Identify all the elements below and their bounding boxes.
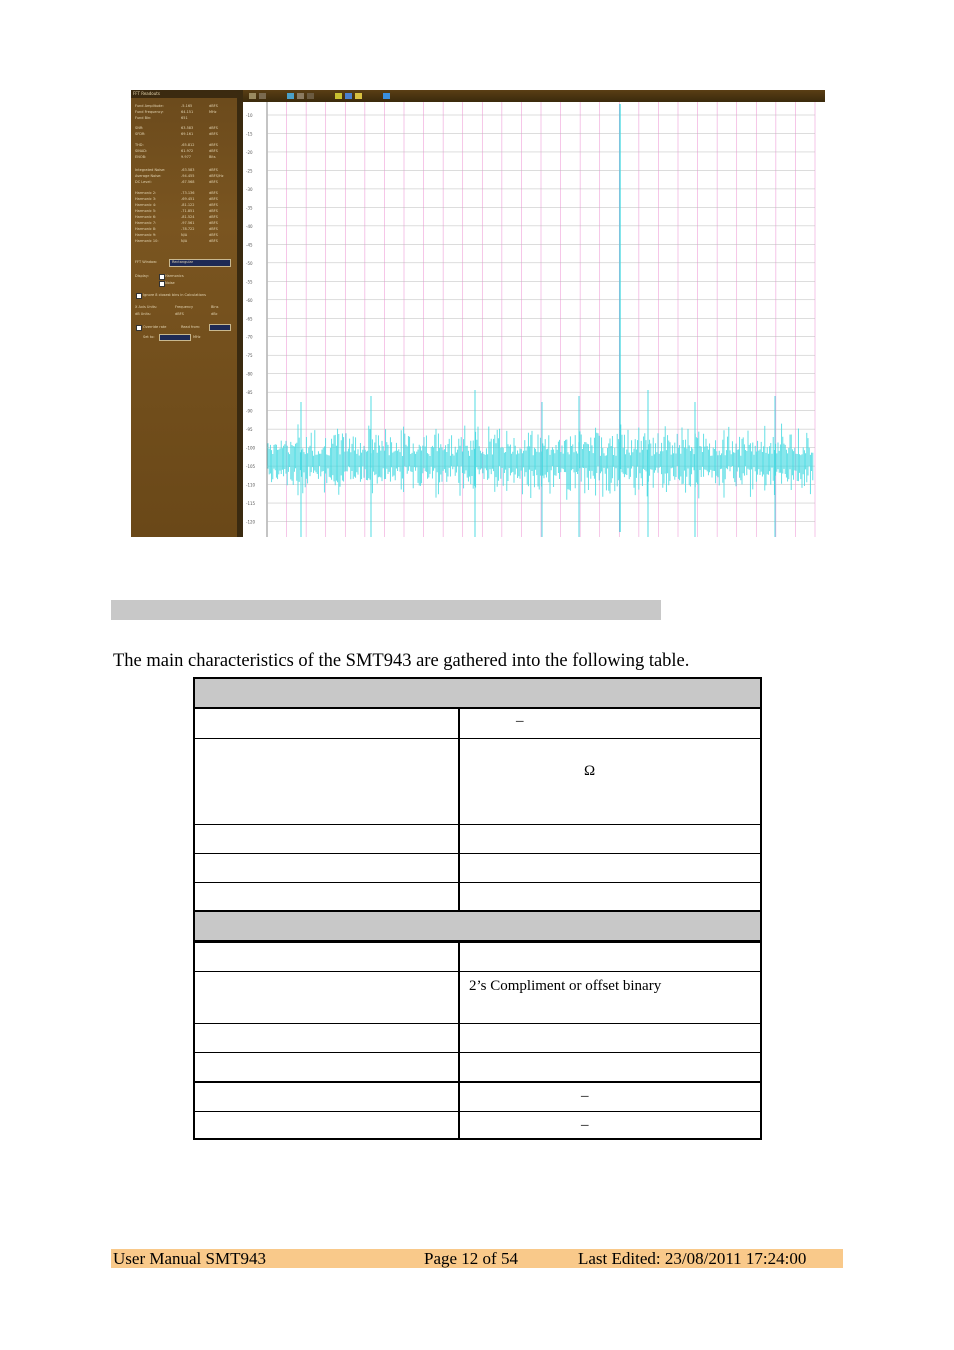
readout-value: -81.524 xyxy=(181,215,195,219)
fft-readouts-panel xyxy=(131,90,243,537)
y-tick-label: -115 xyxy=(246,501,256,507)
readout-label: Harmonic 5: xyxy=(135,209,157,213)
y-tick-label: -80 xyxy=(246,371,253,377)
readout-value: -67.568 xyxy=(181,180,195,184)
readout-value: -81.122 xyxy=(181,203,195,207)
readout-unit: dBFS xyxy=(209,149,218,153)
db-units-dbfs[interactable]: dBFS xyxy=(175,312,184,316)
readout-unit: dBFS xyxy=(209,209,218,213)
cursor-icon[interactable] xyxy=(249,93,256,99)
table-row xyxy=(195,1053,760,1081)
readout-row xyxy=(135,215,221,220)
db-units-dbc[interactable]: dBc xyxy=(211,312,218,316)
y-tick-label: -100 xyxy=(246,445,256,451)
table-row xyxy=(195,739,760,824)
readout-value: -63.583 xyxy=(181,168,195,172)
readout-label: Average Noise: xyxy=(135,174,162,178)
readout-row xyxy=(135,191,221,196)
fft-screenshot xyxy=(131,90,825,537)
readout-label: Harmonic 6: xyxy=(135,215,157,219)
readout-value: N/A xyxy=(181,233,188,237)
readout-row xyxy=(135,233,221,238)
fft-window-select[interactable] xyxy=(169,259,231,267)
override-rate-checkbox[interactable] xyxy=(136,325,142,331)
readout-value: 69.161 xyxy=(181,132,194,136)
table-header-analog xyxy=(195,679,760,707)
readout-unit: Bits xyxy=(209,155,216,159)
y-tick-label: -20 xyxy=(246,149,253,155)
y-tick-label: -25 xyxy=(246,168,253,174)
readout-unit: dBFS xyxy=(209,215,218,219)
readout-label: ENOB: xyxy=(135,155,147,159)
readout-unit: dBFS xyxy=(209,104,218,108)
readout-unit: dBFS xyxy=(209,197,218,201)
measure-icon[interactable] xyxy=(297,93,304,99)
readout-label: Fund Frequency: xyxy=(135,110,164,114)
readout-value: 64.151 xyxy=(181,110,194,114)
readout-unit: dBFS xyxy=(209,221,218,225)
section-heading-bar xyxy=(111,600,661,620)
x-units-bins[interactable]: Bins xyxy=(211,305,219,309)
readout-value: 9.977 xyxy=(181,155,192,159)
readout-label: Integrated Noise: xyxy=(135,168,166,172)
fft-plot xyxy=(243,102,825,537)
readout-label: Harmonic 8: xyxy=(135,227,157,231)
ignore-bins-checkbox[interactable] xyxy=(136,293,142,299)
footer-doc-title: User Manual SMT943 xyxy=(113,1249,266,1268)
readout-row xyxy=(135,197,221,202)
table-row xyxy=(195,972,760,1023)
readout-unit: MHz xyxy=(209,110,217,114)
x-units-frequency[interactable]: Frequency xyxy=(175,305,194,309)
y-tick-label: -85 xyxy=(246,390,253,396)
readout-row xyxy=(135,110,221,115)
readout-row xyxy=(135,155,221,160)
readout-label: Fund Bin: xyxy=(135,116,152,120)
y-tick-label: -35 xyxy=(246,205,253,211)
y-tick-label: -15 xyxy=(246,131,253,137)
readout-row xyxy=(135,149,221,154)
save-icon[interactable] xyxy=(335,93,342,99)
readout-row xyxy=(135,104,221,109)
marker-icon[interactable] xyxy=(307,93,314,99)
table-row xyxy=(195,883,760,910)
plot-toolbar xyxy=(243,90,825,102)
readout-unit: dBFS xyxy=(209,233,218,237)
set-rate-field[interactable] xyxy=(159,334,191,341)
rate-unit-label: MHz xyxy=(193,335,201,339)
readout-value: 63.583 xyxy=(181,126,194,130)
table-cell: – xyxy=(581,1117,589,1133)
table-header-digital xyxy=(195,912,760,940)
noise-label: Noise xyxy=(165,281,175,285)
readout-value: 61.972 xyxy=(181,149,194,153)
table-row xyxy=(195,709,760,738)
y-tick-label: -65 xyxy=(246,316,253,322)
y-tick-label: -120 xyxy=(246,519,256,525)
readout-label: Harmonic 4: xyxy=(135,203,157,207)
readout-row xyxy=(135,203,221,208)
readout-row xyxy=(135,239,221,244)
y-tick-label: -50 xyxy=(246,260,253,266)
table-cell: – xyxy=(581,1088,589,1104)
readout-row xyxy=(135,180,221,185)
y-tick-label: -110 xyxy=(246,482,256,488)
x-units-label: X Axis Units: xyxy=(135,305,158,309)
readout-unit: dBFS xyxy=(209,168,218,172)
readout-row xyxy=(135,221,221,226)
readout-label: Harmonic 3: xyxy=(135,197,157,201)
readout-unit: dBFS xyxy=(209,239,218,243)
fft-window-value: Rectangular xyxy=(172,260,194,264)
readout-row xyxy=(135,116,221,121)
readout-label: Harmonic 2: xyxy=(135,191,157,195)
ignore-bins-label: Ignore 8 closest bins in Calculations xyxy=(143,293,206,297)
table-cell: – xyxy=(516,713,524,729)
y-tick-label: -90 xyxy=(246,408,253,414)
intro-paragraph: The main characteristics of the SMT943 are gathered into the following table. xyxy=(113,651,690,671)
readout-unit: dBFS/Hz xyxy=(209,174,224,178)
readout-unit: dBFS xyxy=(209,191,218,195)
readout-value: -69.451 xyxy=(181,197,195,201)
readout-value: -71.851 xyxy=(181,209,195,213)
readout-unit: dBFS xyxy=(209,227,218,231)
readout-row xyxy=(135,143,221,148)
readout-label: Harmonic 7: xyxy=(135,221,157,225)
db-units-label: dB Units: xyxy=(135,312,151,316)
footer-page-number: Page 12 of 54 xyxy=(424,1249,518,1268)
readout-value: -65.812 xyxy=(181,143,195,147)
readout-value: -5.165 xyxy=(181,104,193,108)
readout-row xyxy=(135,209,221,214)
readout-row xyxy=(135,126,221,131)
y-tick-label: -95 xyxy=(246,427,253,433)
readout-label: THD: xyxy=(135,143,144,147)
y-tick-label: -45 xyxy=(246,242,253,248)
readout-label: Fund Amplitude: xyxy=(135,104,164,108)
settings-icon[interactable] xyxy=(383,93,390,99)
readout-unit: dBFS xyxy=(209,126,218,130)
readout-row xyxy=(135,132,221,137)
readout-value: -73.136 xyxy=(181,191,195,195)
readout-value: 651 xyxy=(181,116,188,120)
page-footer xyxy=(111,1249,843,1268)
table-row xyxy=(195,1083,760,1111)
set-rate-label: Set to: xyxy=(143,335,155,339)
table-row xyxy=(195,943,760,971)
y-tick-label: -75 xyxy=(246,353,253,359)
pan-icon[interactable] xyxy=(287,93,294,99)
readout-label: Harmonic 9: xyxy=(135,233,157,237)
readout-row xyxy=(135,227,221,232)
panel-title: FFT Readouts xyxy=(131,90,243,98)
zoom-icon[interactable] xyxy=(259,93,266,99)
folder-icon[interactable] xyxy=(355,93,362,99)
display-label: Display: xyxy=(135,274,149,278)
y-tick-label: -10 xyxy=(246,113,253,118)
readout-unit: dBFS xyxy=(209,180,218,184)
table-cell: Ω xyxy=(584,763,596,779)
table-row xyxy=(195,854,760,882)
readout-label: SNR: xyxy=(135,126,144,130)
readout-unit: dBFS xyxy=(209,143,218,147)
fft-window-label: FFT Window: xyxy=(135,260,158,264)
readout-label: Harmonic 10: xyxy=(135,239,159,243)
readout-unit: dBFS xyxy=(209,203,218,207)
characteristics-table xyxy=(193,677,762,1140)
y-tick-label: -40 xyxy=(246,223,253,229)
readout-row xyxy=(135,168,221,173)
readout-value: N/A xyxy=(181,239,188,243)
y-tick-label: -55 xyxy=(246,279,253,285)
readout-label: SINAD: xyxy=(135,149,148,153)
footer-last-edited: Last Edited: 23/08/2011 17:24:00 xyxy=(578,1249,807,1268)
y-tick-label: -30 xyxy=(246,186,253,192)
readout-value: -94.455 xyxy=(181,174,195,178)
harmonics-label: Harmonics xyxy=(165,274,184,278)
override-rate-label: Override rate xyxy=(143,325,167,329)
readout-value: -97.561 xyxy=(181,221,195,225)
chart-icon[interactable] xyxy=(345,93,352,99)
table-row xyxy=(195,1112,760,1140)
y-tick-label: -105 xyxy=(246,464,256,470)
readout-unit: dBFS xyxy=(209,132,218,136)
readout-label: SFDR: xyxy=(135,132,146,136)
table-cell: 2’s Compliment or offset binary xyxy=(469,978,662,994)
readout-row xyxy=(135,174,224,179)
table-row xyxy=(195,825,760,853)
readout-label: DC Level: xyxy=(135,180,152,184)
read-from-label: Read from: xyxy=(181,325,201,329)
read-from-field[interactable] xyxy=(209,324,231,331)
table-row xyxy=(195,1024,760,1052)
readout-value: -78.722 xyxy=(181,227,195,231)
y-tick-label: -60 xyxy=(246,297,253,303)
y-tick-label: -70 xyxy=(246,334,253,340)
